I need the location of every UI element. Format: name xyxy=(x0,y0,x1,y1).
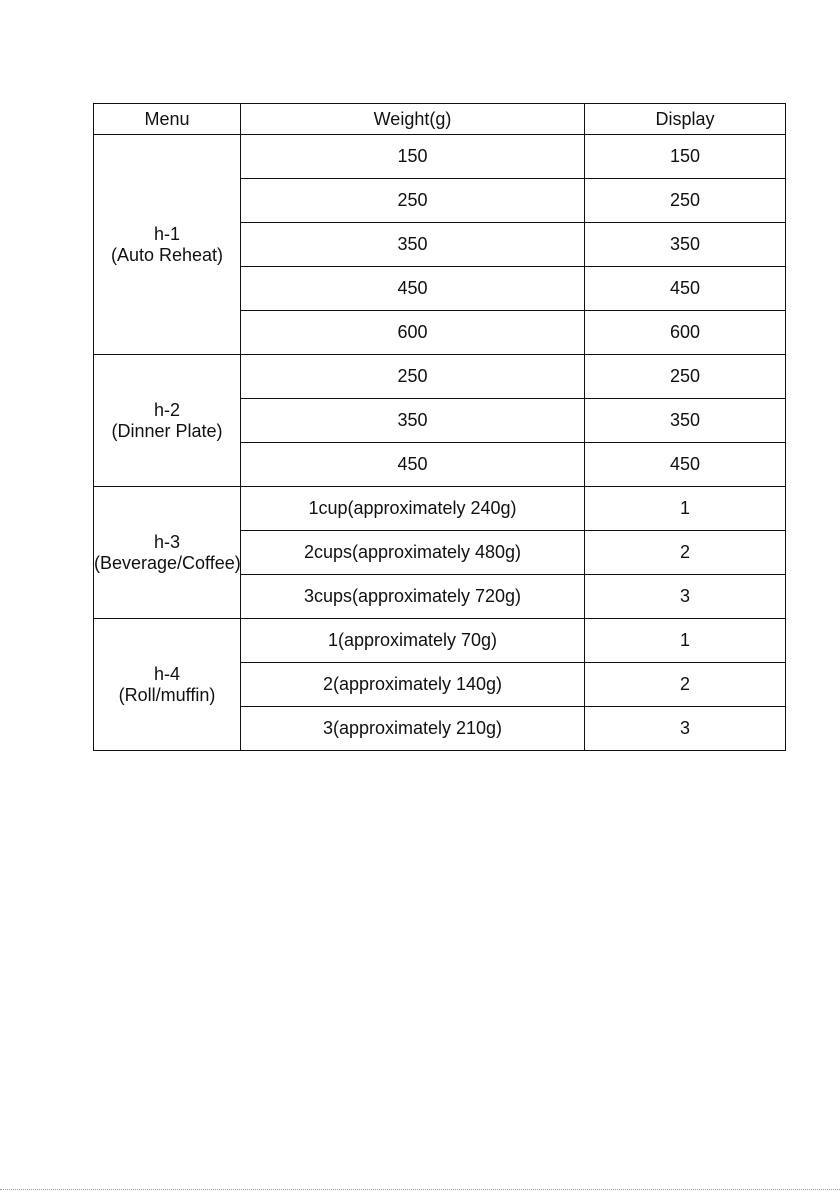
weight-cell: 2(approximately 140g) xyxy=(241,663,585,707)
weight-cell: 3cups(approximately 720g) xyxy=(241,575,585,619)
table-row xyxy=(94,619,786,663)
weight-column-header: Weight(g) xyxy=(241,104,585,135)
weight-cell: 450 xyxy=(241,443,585,487)
weight-cell: 3(approximately 210g) xyxy=(241,707,585,751)
display-cell: 250 xyxy=(585,179,786,223)
weight-cell: 250 xyxy=(241,355,585,399)
display-cell: 350 xyxy=(585,223,786,267)
table-row xyxy=(94,135,786,179)
display-cell: 3 xyxy=(585,575,786,619)
weight-cell: 350 xyxy=(241,399,585,443)
display-cell: 2 xyxy=(585,531,786,575)
menu-name: (Auto Reheat) xyxy=(110,244,224,265)
menu-cell xyxy=(94,135,241,355)
menu-column-header: Menu xyxy=(94,104,241,135)
weight-cell: 450 xyxy=(241,267,585,311)
display-cell: 350 xyxy=(585,399,786,443)
table-body xyxy=(94,135,786,751)
display-cell: 600 xyxy=(585,311,786,355)
display-cell: 450 xyxy=(585,267,786,311)
menu-name: (Dinner Plate) xyxy=(111,420,223,441)
display-cell: 450 xyxy=(585,443,786,487)
weight-cell: 600 xyxy=(241,311,585,355)
weight-cell: 250 xyxy=(241,179,585,223)
menu-code: h-2 xyxy=(153,399,180,420)
menu-cell xyxy=(94,619,241,751)
display-column-header: Display xyxy=(585,104,786,135)
menu-cell xyxy=(94,487,241,619)
table-row xyxy=(94,487,786,531)
weight-cell: 150 xyxy=(241,135,585,179)
display-cell: 1 xyxy=(585,619,786,663)
display-cell: 2 xyxy=(585,663,786,707)
table-row xyxy=(94,355,786,399)
weight-cell: 2cups(approximately 480g) xyxy=(241,531,585,575)
display-cell: 250 xyxy=(585,355,786,399)
menu-weight-table xyxy=(93,103,786,751)
table-header-row xyxy=(94,104,786,135)
menu-name: (Roll/muffin) xyxy=(118,684,216,705)
weight-cell: 1cup(approximately 240g) xyxy=(241,487,585,531)
page-bottom-border xyxy=(0,1189,840,1190)
menu-name: (Beverage/Coffee) xyxy=(94,552,241,573)
menu-code: h-4 xyxy=(153,663,180,684)
display-cell: 3 xyxy=(585,707,786,751)
menu-code: h-1 xyxy=(153,223,180,244)
weight-cell: 1(approximately 70g) xyxy=(241,619,585,663)
display-cell: 1 xyxy=(585,487,786,531)
menu-cell xyxy=(94,355,241,487)
menu-code: h-3 xyxy=(153,531,180,552)
weight-cell: 350 xyxy=(241,223,585,267)
display-cell: 150 xyxy=(585,135,786,179)
